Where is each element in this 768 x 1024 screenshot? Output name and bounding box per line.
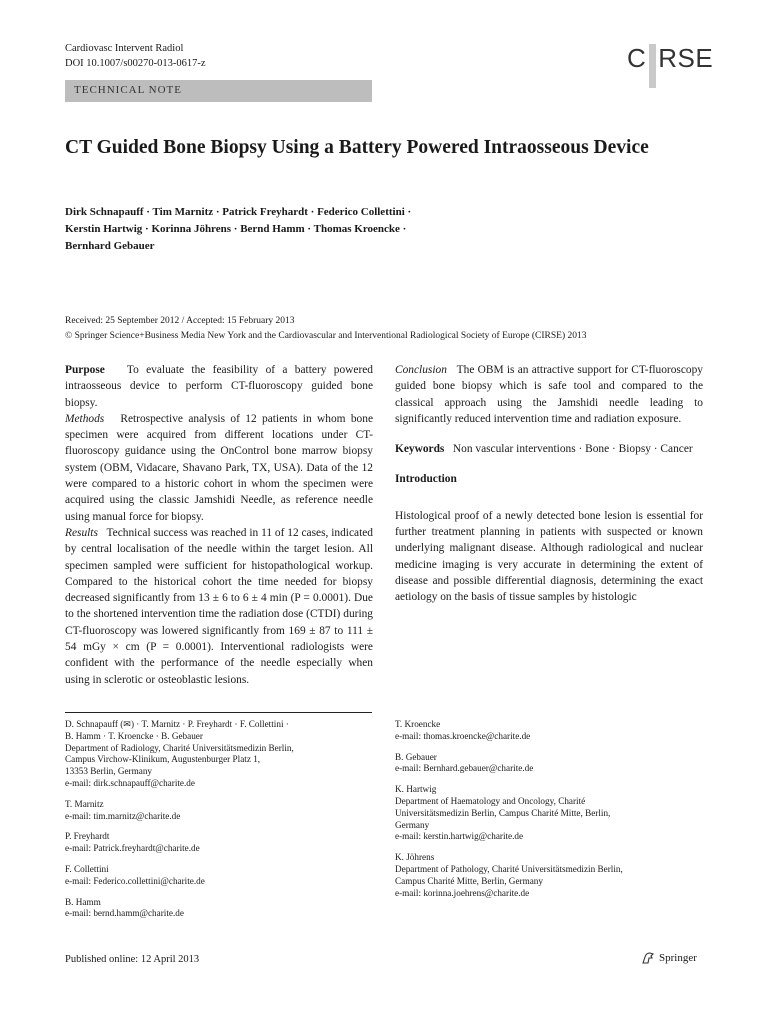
abstract-conclusion: Conclusion The OBM is an attractive support for CT-fluoroscopy guided bone biopsy which is safe tool and compared to the classical approach using the Jamshidi needle leading to significantly reduced intervention time and radiation exposure.	[395, 364, 703, 425]
dates-copyright	[65, 314, 725, 344]
abstract-methods: Methods Retrospective analysis of 12 patients in whom bone specimen were acquired from different locations under CT-fluoroscopy guidance using the OnControl bone marrow biopsy system (OBM, Vidacare, Shavano Park, TX, USA). Data of the 12 were compared to a historic cohort in whom the specimen were acquired using the classic Jamshidi Needle, as reference needle using manual force for biopsy.	[65, 412, 374, 523]
author-line: Bernhard Gebauer	[65, 240, 155, 252]
right-column	[395, 362, 703, 606]
journal-name: Cardiovasc Intervent Radiol	[65, 43, 184, 54]
article-title: CT Guided Bone Biopsy Using a Battery Powered Intraosseous Device	[65, 137, 649, 158]
copyright: © Springer Science+Business Media New York and the Cardiovascular and Interventional Radiological Society of Europe (CIRSE) 2013	[65, 331, 587, 341]
springer-horse-icon	[641, 951, 655, 965]
affiliation-block: T. Kroencke e-mail: thomas.kroencke@charite.de	[395, 719, 531, 741]
cirse-logo: C RSE	[627, 30, 713, 74]
springer-logo	[641, 951, 697, 965]
section-band	[65, 80, 372, 102]
affiliations-left	[65, 719, 375, 929]
abstract-purpose: Purpose To evaluate the feasibility of a battery powered intraosseous device to perform CT-fluoroscopy guided bone biopsy.	[65, 364, 373, 409]
keywords: Keywords Non vascular interventions · Bone · Biopsy · Cancer	[395, 443, 693, 456]
author-line: Dirk Schnapauff · Tim Marnitz · Patrick Freyhardt · Federico Collettini ·	[65, 206, 412, 218]
affiliation-block: B. Gebauer e-mail: Bernhard.gebauer@charite.de	[395, 751, 534, 774]
affiliation-block: P. Freyhardt e-mail: Patrick.freyhardt@charite.de	[65, 831, 200, 854]
logo-bar	[649, 44, 656, 88]
abstract-column	[65, 362, 373, 688]
affiliation-block: K. Hartwig Department of Haematology and Oncology, Charité Universitätsmedizin Berlin, Campus Charité Mitte, Berlin, Germany e-mail: kerstin.hartwig@charite.de	[395, 784, 611, 842]
footnote-divider	[65, 712, 372, 713]
publisher-name: Springer	[659, 952, 697, 964]
author-list	[65, 204, 505, 255]
introduction-heading: Introduction	[395, 473, 457, 486]
introduction-text: Histological proof of a newly detected bone lesion is essential for further treatment planning in patients with suspected or known underlying malignant disease. Although radiological and nuclear medicine imaging is very accurate in determining the extent of disease and possible differential diagnosis, determining the exact aetiology on the basis of tissue samples by histologic	[395, 509, 703, 604]
journal-header	[65, 41, 206, 71]
doi: DOI 10.1007/s00270-013-0617-z	[65, 58, 206, 69]
affiliation-block: B. Hamm e-mail: bernd.hamm@charite.de	[65, 896, 184, 919]
affiliation-block: K. Jöhrens Department of Pathology, Charité Universitätsmedizin Berlin, Campus Charité Mitte, Berlin, Germany e-mail: korinna.joehrens@charite.de	[395, 852, 623, 898]
affiliation-block: D. Schnapauff (✉) · T. Marnitz · P. Freyhardt · F. Collettini · B. Hamm · T. Kroencke · B. Gebauer Department of Radiology, Charité Universitätsmedizin Berlin, Campus Virchow-Klinikum, Augustenburger Platz 1, 13353 Berlin, Germany e-mail: dirk.schnapauff@charite.de	[65, 719, 294, 788]
author-line: Kerstin Hartwig · Korinna Jöhrens · Bernd Hamm · Thomas Kroencke ·	[65, 223, 407, 235]
received-dates: Received: 25 September 2012 / Accepted: 15 February 2013	[65, 316, 295, 326]
abstract-results: Results Technical success was reached in 11 of 12 cases, indicated by central localisation of the needle within the target lesion. All specimen sampled were sufficient for histopathological workup. Compared to the historical cohort the time needed for biopsy decreased significantly from 13 ± 6 to 6 ± 4 min (P = 0.0001). Due to the shortened intervention time the radiation dose (CTDI) during CT-fluoroscopy was lowered significantly from 169 ± 87 to 111 ± 54 mGy × cm (P = 0.0001). Interventional radiologists were confident with the performance of the needle especially when using in sclerotic or osteoblastic lesions.	[65, 526, 373, 686]
affiliation-block: F. Collettini e-mail: Federico.collettini@charite.de	[65, 863, 205, 886]
published-online: Published online: 12 April 2013	[65, 954, 200, 965]
affiliations-right	[395, 719, 715, 908]
affiliation-block: T. Marnitz e-mail: tim.marnitz@charite.de	[65, 798, 181, 821]
section-label: TECHNICAL NOTE	[74, 84, 182, 96]
